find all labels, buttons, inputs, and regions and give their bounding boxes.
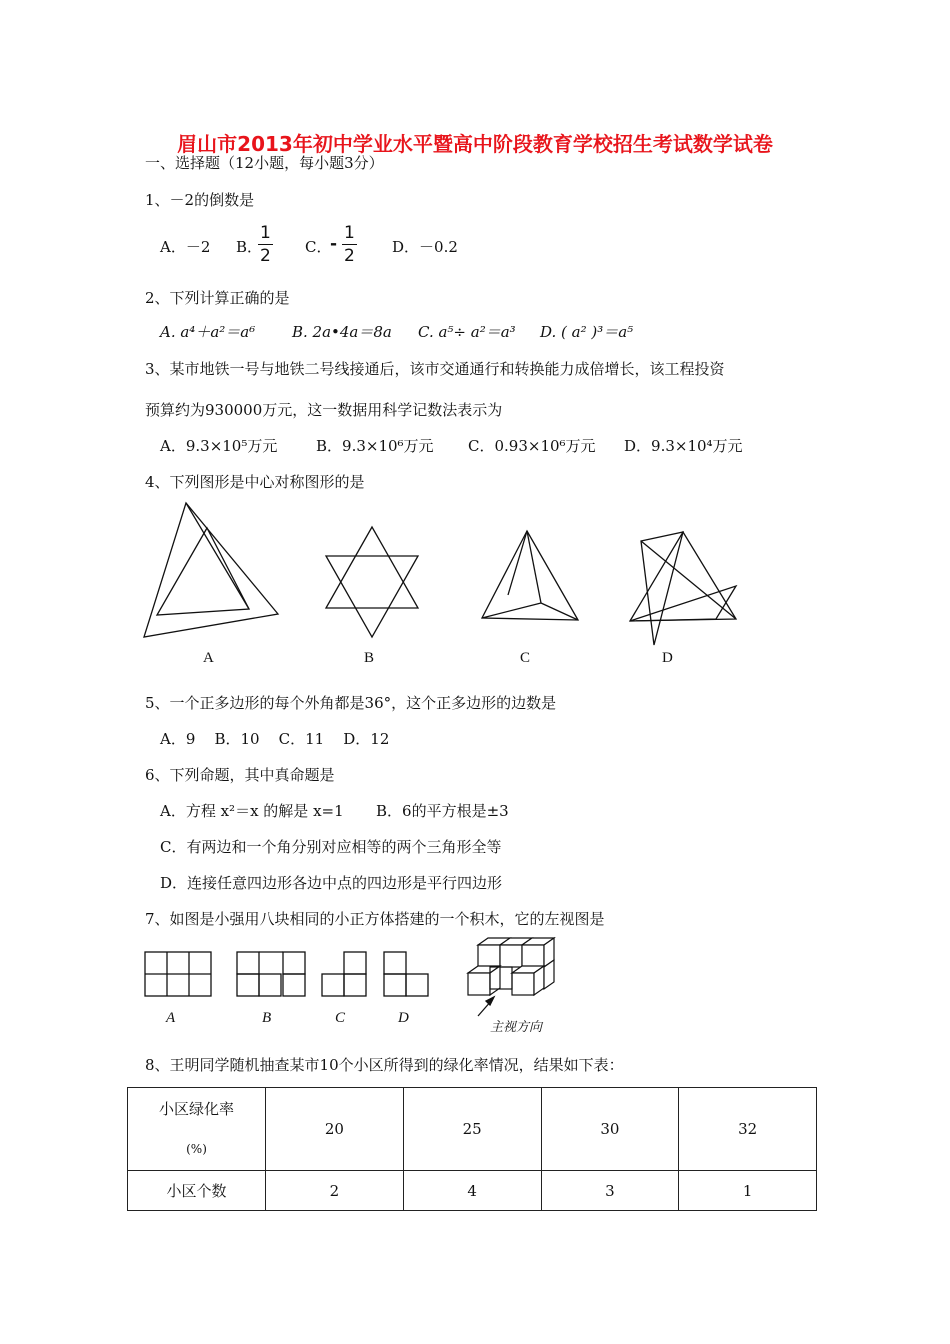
q4-label-a: A (203, 650, 214, 666)
q7-direction-label: 主视方向 (490, 1020, 543, 1035)
q1-c-denominator: 2 (344, 246, 355, 266)
q3-option-c: C．0.93×10⁶万元 (468, 437, 596, 455)
q3-stem-line1: 3、某市地铁一号与地铁二号线接通后，该市交通通行和转换能力成倍增长，该工程投资 (145, 360, 725, 378)
q6-option-b: B．6的平方根是±3 (376, 802, 509, 820)
q7-figure-d (384, 952, 428, 996)
q2-option-a: A. a⁴＋a²＝a⁶ (160, 323, 256, 341)
q6-option-a: A．方程 x²＝x 的解是 x=1 (160, 802, 344, 820)
q7-label-d: D (398, 1010, 409, 1026)
table-cell: 1 (679, 1171, 817, 1211)
q1-stem: 1、－2的倒数是 (145, 191, 255, 209)
q1-c-numerator: 1 (344, 223, 355, 243)
table-header-line2: (%) (186, 1142, 207, 1156)
q6-option-d: D．连接任意四边形各边中点的四边形是平行四边形 (160, 874, 503, 892)
q3-option-d: D．9.3×10⁴万元 (624, 437, 743, 455)
q1-b-denominator: 2 (260, 246, 271, 266)
q4-label-d: D (662, 650, 673, 666)
table-header-cell (128, 1088, 266, 1171)
q7-figure-b (237, 952, 305, 996)
q2-stem: 2、下列计算正确的是 (145, 289, 290, 307)
q4-label-c: C (520, 650, 531, 666)
section-heading: 一、选择题（12小题，每小题3分） (145, 154, 384, 172)
q4-label-b: B (364, 650, 375, 666)
table-cell: 25 (403, 1088, 541, 1171)
q7-direction-arrow (478, 997, 494, 1016)
q8-stem: 8、王明同学随机抽查某市10个小区所得到的绿化率情况，结果如下表： (145, 1056, 624, 1074)
q7-label-b: B (262, 1010, 272, 1026)
q8-table (127, 1087, 817, 1211)
table-row (128, 1088, 817, 1171)
q1-b-numerator: 1 (260, 223, 271, 243)
table-cell: 2 (266, 1171, 404, 1211)
table-cell: 32 (679, 1088, 817, 1171)
table-header-cell: 小区个数 (128, 1171, 266, 1211)
q7-stem: 7、如图是小强用八块相同的小正方体搭建的一个积木，它的左视图是 (145, 910, 605, 928)
q3-option-a: A．9.3×10⁵万元 (160, 437, 278, 455)
q7-block-model (468, 938, 554, 995)
q2-option-c: C. a⁵÷ a²＝a³ (418, 323, 516, 341)
q7-label-c: C (335, 1010, 346, 1026)
q7-figure-a (145, 952, 211, 996)
q5-options: A．9 B．10 C．11 D．12 (160, 730, 390, 748)
table-cell: 20 (266, 1088, 404, 1171)
q3-option-b: B．9.3×10⁶万元 (316, 437, 434, 455)
table-cell: 4 (403, 1171, 541, 1211)
q1-option-c-label: C． (305, 238, 332, 256)
q1-option-b-label: B． (236, 238, 263, 256)
q4-stem: 4、下列图形是中心对称图形的是 (145, 473, 365, 491)
q7-figure-c (322, 952, 366, 996)
q1-option-d: D．－0.2 (392, 238, 458, 256)
q7-label-a: A (166, 1010, 176, 1026)
q3-stem-line2: 预算约为930000万元，这一数据用科学记数法表示为 (145, 401, 503, 419)
table-row (128, 1171, 817, 1211)
table-header-line1: 小区绿化率 (158, 1100, 234, 1118)
q2-option-d: D. ( a² )³＝a⁵ (540, 323, 634, 341)
q6-option-c: C．有两边和一个角分别对应相等的两个三角形全等 (160, 838, 502, 856)
q2-option-b: B. 2a•4a＝8a (292, 323, 392, 341)
q5-stem: 5、一个正多边形的每个外角都是36°，这个正多边形的边数是 (145, 694, 557, 712)
table-cell: 3 (541, 1171, 679, 1211)
q1-c-sign: - (330, 234, 338, 254)
q1-option-a: A．－2 (160, 238, 211, 256)
page-title: 眉山市2013年初中学业水平暨高中阶段教育学校招生考试数学试卷 (177, 132, 773, 156)
table-cell: 30 (541, 1088, 679, 1171)
q6-stem: 6、下列命题，其中真命题是 (145, 766, 335, 784)
